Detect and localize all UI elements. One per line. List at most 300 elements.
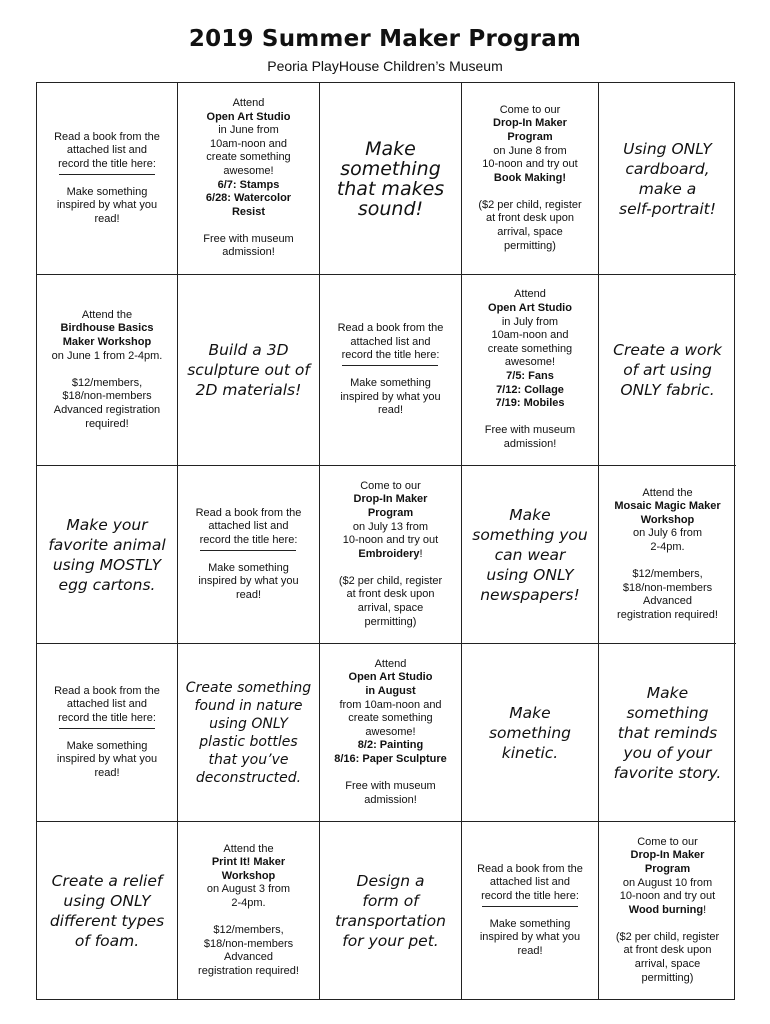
event-text: $18/non-members xyxy=(203,937,294,950)
book-prompt-line: inspired by what you xyxy=(198,575,299,588)
grid-cell-challenge xyxy=(178,644,320,822)
spacer xyxy=(52,363,163,377)
event-text: Attend the xyxy=(81,308,133,321)
book-prompt-line: Make something xyxy=(489,917,571,930)
event-line xyxy=(485,302,575,316)
event-line xyxy=(339,588,442,602)
challenge-text xyxy=(614,683,722,783)
event-line xyxy=(614,568,720,582)
event-line xyxy=(52,322,163,336)
challenge-text xyxy=(619,139,716,219)
event-text: in June from xyxy=(218,124,279,137)
event-line xyxy=(339,507,442,521)
event-highlight: Program xyxy=(367,506,414,519)
grid-cell-event xyxy=(178,83,320,275)
book-prompt-line: inspired by what you xyxy=(56,199,158,212)
event-line xyxy=(339,480,442,494)
event-text: $12/members, xyxy=(71,376,143,389)
challenge-line: plastic bottles xyxy=(199,733,298,750)
event-text: admission! xyxy=(503,437,557,450)
book-prompt xyxy=(477,863,583,959)
challenge-line: of art using xyxy=(623,361,712,379)
event-highlight: Open Art Studio xyxy=(206,110,291,123)
event-text: Free with museum xyxy=(345,780,436,793)
challenge-text xyxy=(50,871,164,951)
event-line xyxy=(198,870,299,884)
book-prompt-line: read! xyxy=(94,766,120,779)
challenge-line: Using ONLY xyxy=(623,139,712,158)
event-suffix: ! xyxy=(703,903,707,916)
event-line xyxy=(616,904,719,918)
challenge-line: found in nature xyxy=(194,697,303,714)
challenge-line: that you’ve xyxy=(208,751,289,768)
event-line xyxy=(614,514,720,528)
event-line xyxy=(616,944,719,958)
event-text: create something xyxy=(487,342,573,355)
challenge-text xyxy=(187,340,310,400)
event-line xyxy=(52,390,163,404)
event-line xyxy=(203,111,293,125)
spacer xyxy=(614,555,720,569)
event-text: create something xyxy=(206,151,291,164)
page-title: 2019 Summer Maker Program xyxy=(188,26,582,52)
event-text: 10-noon and try out xyxy=(342,534,439,547)
challenge-text xyxy=(613,340,722,400)
event-line xyxy=(339,602,442,616)
event-text: at front desk upon xyxy=(346,588,435,601)
event-line xyxy=(334,753,447,767)
event-line xyxy=(614,541,720,555)
event-text: awesome! xyxy=(365,725,416,738)
event-text: ($2 per child, register xyxy=(615,930,720,943)
event-highlight: 6/7: Stamps xyxy=(217,178,280,191)
event-line xyxy=(198,883,299,897)
challenge-text xyxy=(489,703,571,763)
title-write-line xyxy=(342,365,438,366)
event-line xyxy=(478,117,581,131)
challenge-line: something xyxy=(488,723,572,742)
event-text: 10am-noon and xyxy=(491,329,569,342)
book-prompt-line: attached list and xyxy=(208,520,289,533)
book-prompt-line: record the title here: xyxy=(341,349,440,362)
event-line xyxy=(485,329,575,343)
event-text: registration required! xyxy=(198,964,299,977)
event-highlight: 8/2: Painting xyxy=(357,739,424,752)
challenge-line: using ONLY xyxy=(63,891,151,910)
event-text: Free with museum xyxy=(203,232,294,245)
challenge-line: something xyxy=(626,703,709,722)
event-highlight: Workshop xyxy=(640,513,695,526)
event-text: 2-4pm. xyxy=(650,540,685,553)
event-text: required! xyxy=(85,417,129,430)
event-line xyxy=(616,958,719,972)
event-highlight: Program xyxy=(507,130,553,143)
grid-cell-book xyxy=(462,822,599,999)
grid-cell-event xyxy=(599,822,736,999)
event-line xyxy=(485,356,575,370)
event-line xyxy=(616,890,719,904)
grid-cell-challenge xyxy=(599,83,736,275)
event-text: 2-4pm. xyxy=(231,896,266,909)
event-info xyxy=(616,836,719,986)
event-line xyxy=(52,418,163,432)
grid-cell-event xyxy=(599,466,736,644)
challenge-line: that reminds xyxy=(617,723,718,742)
event-line xyxy=(616,836,719,850)
event-line xyxy=(616,849,719,863)
event-text: $12/members, xyxy=(632,568,703,581)
event-text: $18/non-members xyxy=(622,581,713,594)
event-text: admission! xyxy=(222,246,275,259)
event-text: Attend xyxy=(232,96,265,109)
event-text: arrival, space xyxy=(497,226,563,239)
book-prompt-line: Read a book from the xyxy=(195,506,302,519)
book-prompt xyxy=(338,322,444,418)
event-line xyxy=(334,658,447,672)
book-prompt-line: record the title here: xyxy=(58,157,156,170)
event-line xyxy=(198,924,299,938)
event-text: arrival, space xyxy=(357,602,424,615)
event-line xyxy=(614,582,720,596)
challenge-line: Make xyxy=(509,703,551,722)
grid-cell-event xyxy=(320,466,462,644)
event-line xyxy=(334,780,447,794)
event-line xyxy=(478,104,581,118)
event-line xyxy=(478,158,581,172)
book-prompt-line: record the title here: xyxy=(199,533,298,546)
event-text: permitting) xyxy=(504,239,556,252)
challenge-line: different types xyxy=(49,911,165,930)
event-line xyxy=(334,726,447,740)
challenge-line: something you xyxy=(472,525,588,544)
event-text: ($2 per child, register xyxy=(338,574,443,587)
event-highlight: Book Making! xyxy=(493,171,567,184)
grid-cell-event xyxy=(178,822,320,999)
event-line xyxy=(334,699,447,713)
book-prompt-line: Make something xyxy=(66,185,148,198)
event-line xyxy=(616,863,719,877)
book-prompt-line: read! xyxy=(517,944,543,957)
challenge-line: favorite story. xyxy=(613,763,722,782)
challenge-line: cardboard, xyxy=(625,159,710,178)
event-line xyxy=(198,843,299,857)
event-highlight: 7/12: Collage xyxy=(496,383,564,396)
grid-cell-event xyxy=(462,83,599,275)
event-text: at front desk upon xyxy=(485,212,575,225)
challenge-line: sculpture out of xyxy=(187,361,310,379)
page-subtitle: Peoria PlayHouse Children’s Museum xyxy=(267,58,503,74)
event-line xyxy=(198,965,299,979)
event-text: on July 13 from xyxy=(352,520,429,533)
event-highlight: Open Art Studio xyxy=(488,302,572,315)
event-highlight: Workshop xyxy=(221,869,276,882)
event-text: Come to our xyxy=(360,479,421,492)
event-text: Come to our xyxy=(637,835,698,848)
event-text: 10am-noon and xyxy=(209,137,288,150)
grid-cell-challenge xyxy=(462,644,599,822)
event-line xyxy=(616,972,719,986)
challenge-line: Make xyxy=(646,683,689,702)
grid-cell-challenge xyxy=(599,275,736,466)
book-prompt-line: Read a book from the xyxy=(54,130,160,143)
grid-cell-event xyxy=(320,644,462,822)
grid-cell-book xyxy=(178,466,320,644)
event-info xyxy=(485,288,575,451)
book-prompt xyxy=(54,131,160,227)
spacer xyxy=(485,411,575,425)
event-line xyxy=(485,397,575,411)
event-line xyxy=(614,595,720,609)
grid-cell-challenge xyxy=(178,275,320,466)
spacer xyxy=(616,917,719,931)
event-highlight: Drop-In Maker xyxy=(353,493,428,506)
grid-cell-event xyxy=(462,275,599,466)
event-line xyxy=(339,493,442,507)
event-text: Come to our xyxy=(499,103,561,116)
event-line xyxy=(203,206,293,220)
book-prompt-line: inspired by what you xyxy=(340,390,441,403)
event-line xyxy=(478,172,581,186)
book-prompt-line: Make something xyxy=(350,377,431,389)
challenge-line: sound! xyxy=(357,197,424,220)
event-line xyxy=(339,548,442,562)
event-line xyxy=(334,712,447,726)
book-prompt-line: record the title here: xyxy=(481,889,579,902)
event-line xyxy=(334,685,447,699)
title-write-line xyxy=(482,906,578,907)
challenge-line: self-portrait! xyxy=(619,199,716,218)
challenge-line: that makes xyxy=(336,177,445,200)
book-prompt-line: Read a book from the xyxy=(477,862,583,875)
event-line xyxy=(485,438,575,452)
event-line xyxy=(478,226,581,240)
event-text: Attend the xyxy=(223,842,274,855)
event-line xyxy=(203,179,293,193)
challenge-line: something xyxy=(340,157,441,180)
event-line xyxy=(52,309,163,323)
event-text: $12/members, xyxy=(213,924,284,937)
spacer xyxy=(203,219,293,233)
challenge-text xyxy=(335,871,446,951)
event-text: awesome! xyxy=(223,164,274,177)
book-prompt-line: inspired by what you xyxy=(479,931,581,944)
event-line xyxy=(198,897,299,911)
book-prompt-line: attached list and xyxy=(489,876,571,889)
event-info xyxy=(614,487,720,623)
event-line xyxy=(614,609,720,623)
event-text: ($2 per child, register xyxy=(478,198,582,211)
event-info xyxy=(198,843,299,979)
event-line xyxy=(616,931,719,945)
event-highlight: in August xyxy=(365,684,416,697)
challenge-line: Make xyxy=(509,505,551,524)
event-line xyxy=(198,938,299,952)
event-line xyxy=(52,350,163,364)
book-prompt-line: attached list and xyxy=(350,335,431,348)
event-line xyxy=(52,404,163,418)
event-line xyxy=(478,145,581,159)
event-text: admission! xyxy=(364,793,417,806)
book-prompt-line: Read a book from the xyxy=(54,684,160,697)
event-line xyxy=(339,521,442,535)
grid-cell-challenge xyxy=(37,466,178,644)
event-highlight: Maker Workshop xyxy=(62,336,152,349)
book-prompt-line: inspired by what you xyxy=(56,753,158,766)
event-line xyxy=(203,138,293,152)
event-highlight: Mosaic Magic Maker xyxy=(614,500,721,513)
event-line xyxy=(203,246,293,260)
event-line xyxy=(614,527,720,541)
challenge-line: form of xyxy=(362,891,419,910)
event-highlight: 6/28: Watercolor xyxy=(205,192,292,205)
challenge-line: using ONLY xyxy=(209,715,288,732)
event-highlight: Program xyxy=(644,862,691,875)
challenge-text xyxy=(186,679,311,787)
challenge-line: ONLY fabric. xyxy=(620,381,715,399)
event-highlight: Birdhouse Basics xyxy=(60,322,154,335)
title-write-line xyxy=(59,728,155,729)
challenge-line: kinetic. xyxy=(501,743,559,762)
event-line xyxy=(485,288,575,302)
spacer xyxy=(478,185,581,199)
event-text: 10-noon and try out xyxy=(482,158,578,171)
title-write-line xyxy=(59,174,155,175)
challenge-text xyxy=(472,505,587,605)
event-info xyxy=(339,480,442,630)
event-line xyxy=(485,343,575,357)
event-line xyxy=(485,316,575,330)
spacer xyxy=(339,561,442,575)
challenge-line: Create something xyxy=(185,679,312,696)
event-info xyxy=(203,97,293,260)
event-text: Advanced xyxy=(643,595,692,608)
event-highlight: 8/16: Paper Sculpture xyxy=(334,752,447,765)
event-line xyxy=(485,424,575,438)
event-text: on June 1 from 2-4pm. xyxy=(51,349,163,362)
challenge-line: transportation xyxy=(335,911,446,930)
event-line xyxy=(198,951,299,965)
event-line xyxy=(203,165,293,179)
event-text: from 10am-noon and xyxy=(339,698,442,711)
book-prompt-line: read! xyxy=(94,212,120,225)
event-text: arrival, space xyxy=(634,958,701,971)
event-text: Attend xyxy=(374,657,407,670)
event-text: awesome! xyxy=(504,356,556,369)
event-highlight: 7/19: Mobiles xyxy=(495,397,565,410)
book-prompt-line: Read a book from the xyxy=(337,322,444,335)
challenge-line: using MOSTLY xyxy=(52,555,162,574)
spacer xyxy=(334,766,447,780)
event-line xyxy=(203,124,293,138)
event-line xyxy=(478,131,581,145)
event-text: Advanced registration xyxy=(53,403,161,416)
event-highlight: Wood burning xyxy=(628,903,704,916)
challenge-line: you of your xyxy=(623,743,712,762)
challenge-line: favorite animal xyxy=(48,535,166,554)
challenge-line: for your pet. xyxy=(342,931,439,950)
event-suffix: ! xyxy=(419,547,423,560)
grid-cell-challenge xyxy=(320,822,462,999)
event-highlight: 7/5: Fans xyxy=(506,370,554,382)
challenge-line: Make your xyxy=(66,515,148,534)
book-prompt-line: attached list and xyxy=(66,698,148,711)
event-line xyxy=(203,192,293,206)
event-highlight: Print It! Maker xyxy=(211,856,286,869)
event-line xyxy=(485,370,575,384)
grid-cell-challenge xyxy=(37,822,178,999)
event-text: 10-noon and try out xyxy=(619,890,716,903)
event-line xyxy=(339,575,442,589)
event-line xyxy=(614,500,720,514)
event-text: Advanced xyxy=(224,951,273,964)
challenge-line: Create a relief xyxy=(51,871,163,890)
challenge-line: Build a 3D xyxy=(208,341,289,359)
event-text: Free with museum xyxy=(484,424,576,437)
grid-cell-book xyxy=(37,83,178,275)
event-highlight: Embroidery xyxy=(358,547,420,560)
challenge-text xyxy=(337,139,444,219)
spacer xyxy=(198,911,299,925)
challenge-line: make a xyxy=(638,179,697,198)
event-highlight: Drop-In Maker xyxy=(493,117,567,130)
book-prompt-line: Make something xyxy=(208,561,289,574)
challenge-line: Design a xyxy=(356,871,425,890)
event-text: permitting) xyxy=(641,971,694,984)
challenge-line: egg cartons. xyxy=(58,575,156,594)
event-text: registration required! xyxy=(617,608,718,621)
challenge-line: deconstructed. xyxy=(195,769,302,786)
grid-cell-book xyxy=(320,275,462,466)
event-text: $18/non-members xyxy=(62,390,152,403)
event-line xyxy=(478,212,581,226)
event-text: Attend the xyxy=(642,486,693,499)
event-highlight: Open Art Studio xyxy=(348,671,433,684)
event-info xyxy=(478,104,581,254)
event-line xyxy=(203,151,293,165)
book-prompt-line: read! xyxy=(377,404,404,417)
grid-cell-event xyxy=(37,275,178,466)
event-text: in July from xyxy=(501,315,559,328)
book-prompt-line: record the title here: xyxy=(58,711,156,724)
event-line xyxy=(334,739,447,753)
event-text: on August 10 from xyxy=(622,876,713,889)
book-prompt-line: attached list and xyxy=(66,144,148,157)
event-info xyxy=(334,658,447,808)
event-text: on June 8 from xyxy=(493,144,567,157)
book-prompt-line: Make something xyxy=(66,739,148,752)
grid-cell-challenge xyxy=(599,644,736,822)
grid-cell-challenge xyxy=(462,466,599,644)
book-prompt-line: read! xyxy=(235,588,262,601)
challenge-line: 2D materials! xyxy=(195,381,302,399)
grid-cell-challenge xyxy=(320,83,462,275)
event-line xyxy=(334,794,447,808)
event-line xyxy=(616,877,719,891)
challenge-line: Make xyxy=(365,137,416,160)
event-line xyxy=(198,856,299,870)
challenge-text xyxy=(48,515,165,595)
book-prompt xyxy=(196,507,302,603)
event-line xyxy=(52,336,163,350)
challenge-line: Create a work xyxy=(613,341,722,359)
event-line xyxy=(478,199,581,213)
event-line xyxy=(52,377,163,391)
challenge-line: newspapers! xyxy=(480,585,580,604)
event-text: create something xyxy=(348,712,433,725)
event-highlight: Drop-In Maker xyxy=(630,849,705,862)
book-prompt xyxy=(54,685,160,781)
challenge-line: using ONLY xyxy=(486,565,574,584)
